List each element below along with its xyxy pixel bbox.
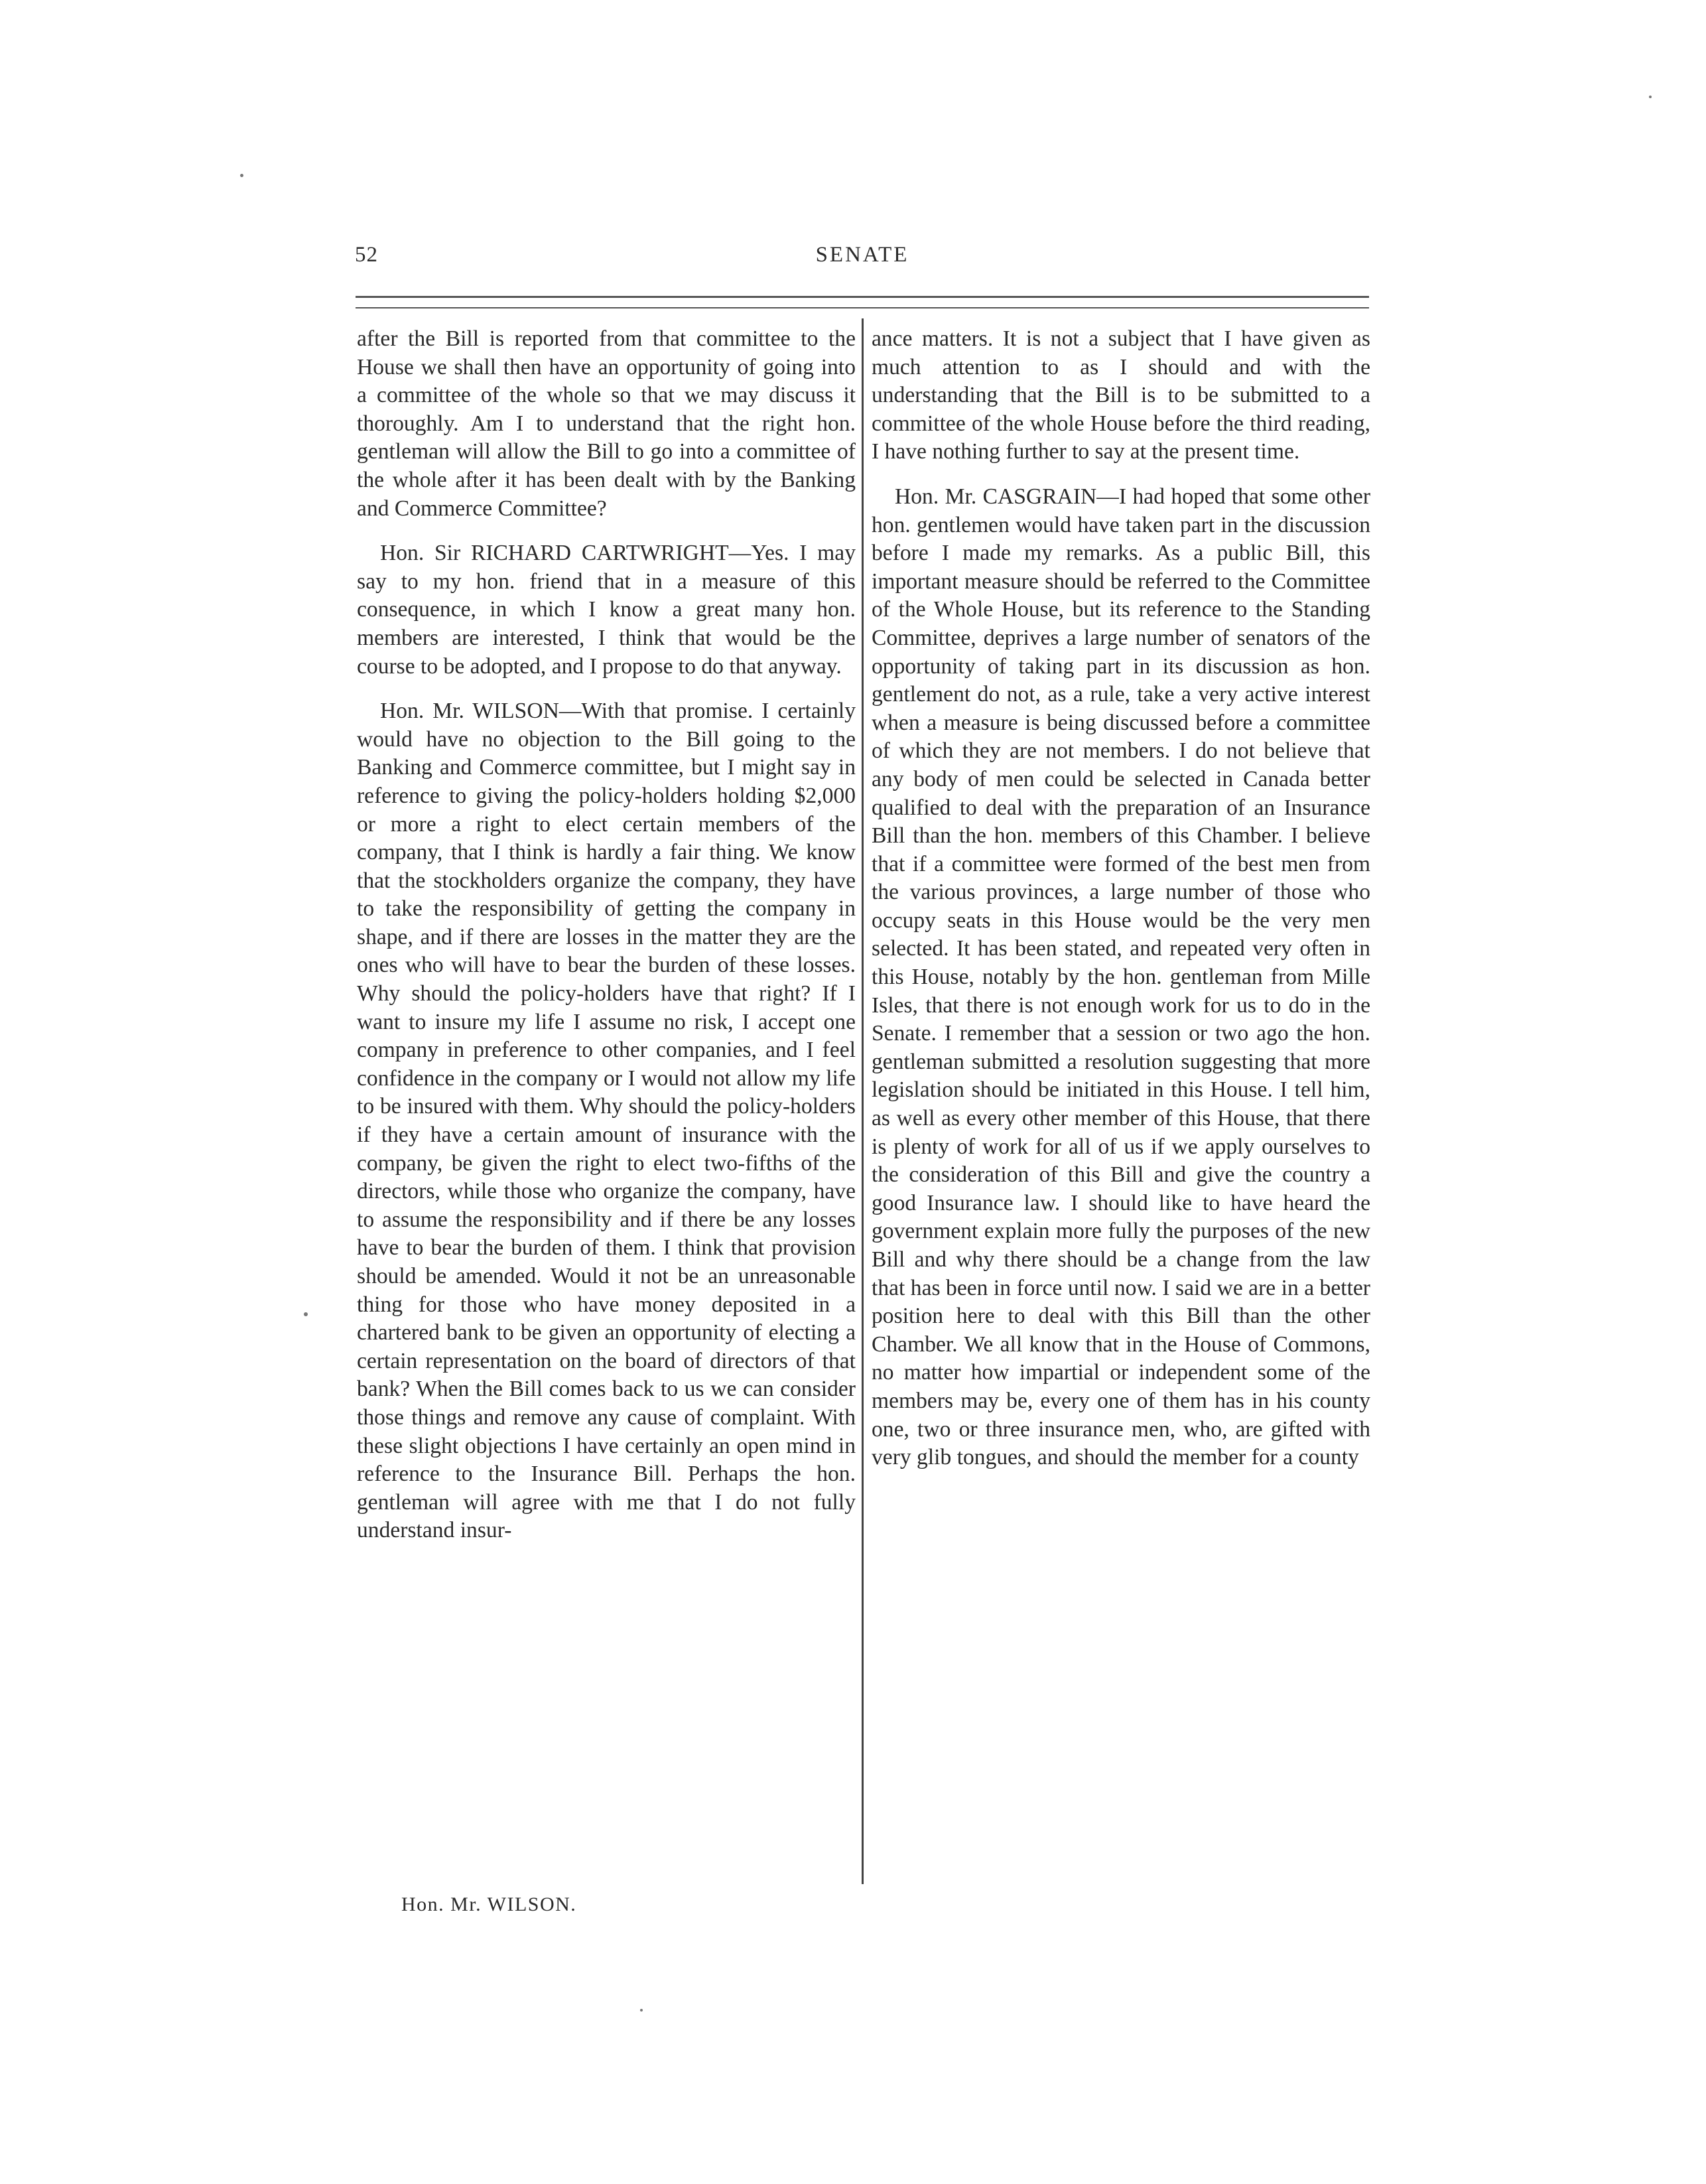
page-header <box>352 239 1373 279</box>
scan-speck <box>240 174 243 177</box>
right-column <box>872 325 1370 1489</box>
paragraph: ance matters. It is not a subject that I have given as much attention to as I should and with the understanding that the Bill is to be submitted to a committee of the whole House before the third reading, I have nothing further to say at the present time. <box>872 326 1370 464</box>
paragraph: Hon. Mr. CASGRAIN—I had hoped that some other hon. gentlemen would have taken part in the discussion before I made my remarks. As a public Bill, this important measure should be referred to the Committee of the Whole House, but its reference to the Standing Committee, deprives a large number of senators of the opportunity of taking part in its discussion as hon. gentlement do not, as a rule, take a very active interest when a measure is being discussed before a committee of which they are not members. I do not believe that any body of men could be selected in Canada better qualified to deal with the preparation of an Insurance Bill than the hon. members of this Chamber. I believe that if a committee were formed of the best men from the various provinces, a large number of those who occupy seats in this House would be the very men selected. It has been stated, and repeated very often in this House, notably by the hon. gentleman from Mille Isles, that there is not enough work for us to do in the Senate. I remember that a session or two ago the hon. gentleman submitted a resolution suggesting that more legislation should be initiated in this House. I tell him, as well as every other member of this House, that there is plenty of work for all of us if we apply ourselves to the consideration of this Bill and give the country a good Insurance law. I should like to have heard the government explain more fully the purposes of the new Bill and why there should be a change from the law that has been in force until now. I said we are in a better position here to deal with this Bill than the other Chamber. We all know that in the House of Commons, no matter how impartial or independent some of the members may be, every one of them has in his county one, two or three insurance men, who, are gifted with very glib tongues, and should the member for a county <box>872 484 1370 1470</box>
column-divider <box>862 318 864 1884</box>
header-rule <box>356 296 1369 308</box>
scan-speck <box>1649 96 1652 98</box>
paragraph: Hon. Mr. WILSON—With that promise. I certainly would have no objection to the Bill going to the Banking and Commerce committee, but I might say in reference to giving the policy-holders holding $2,000 or more a right to elect certain members of the company, that I think is hardly a fair thing. We know that the stockholders organize the company, they have to take the responsibility of getting the company in shape, and if there are losses in the matter they are the ones who will have to bear the burden of these losses. Why should the policy-holders have that right? If I want to insure my life I assume no risk, I accept one company in preference to other companies, and I feel confidence in the company or I would not allow my life to be insured with them. Why should the policy-holders if they have a certain amount of insurance with the company, be given the right to elect two-fifths of the directors, while those who organize the company, have to assume the responsibility and if there be any losses have to bear the burden of them. I think that provision should be amended. Would it not be an unreasonable thing for those who have money deposited in a chartered bank to be given an opportunity of electing a certain representation on the board of directors of that bank? When the Bill comes back to us we can consider those things and remove any cause of complaint. With these slight objections I have certainly an open mind in reference to the Insurance Bill. Perhaps the hon. gentleman will agree with me that I do not fully understand insur- <box>357 699 856 1543</box>
footer-speaker-line: Hon. Mr. WILSON. <box>401 1893 577 1915</box>
running-head: SENATE <box>815 243 909 267</box>
paragraph: after the Bill is reported from that committee to the House we shall then have an opportunity of going into a committee of the whole so that we may discuss it thoroughly. Am I to understand that the right hon. gentleman will allow the Bill to go into a committee of the whole after it has been dealt with by the Banking and Commerce Committee? <box>357 326 856 521</box>
scan-speck <box>304 1312 308 1316</box>
scan-speck <box>640 2009 643 2012</box>
paragraph: Hon. Sir RICHARD CARTWRIGHT—Yes. I may say to my hon. friend that in a measure of this consequence, in which I know a great many hon. members are interested, I think that would be the course to be adopted, and I propose to do that anyway. <box>357 541 856 679</box>
page-number: 52 <box>355 243 378 267</box>
left-column <box>357 325 856 1562</box>
